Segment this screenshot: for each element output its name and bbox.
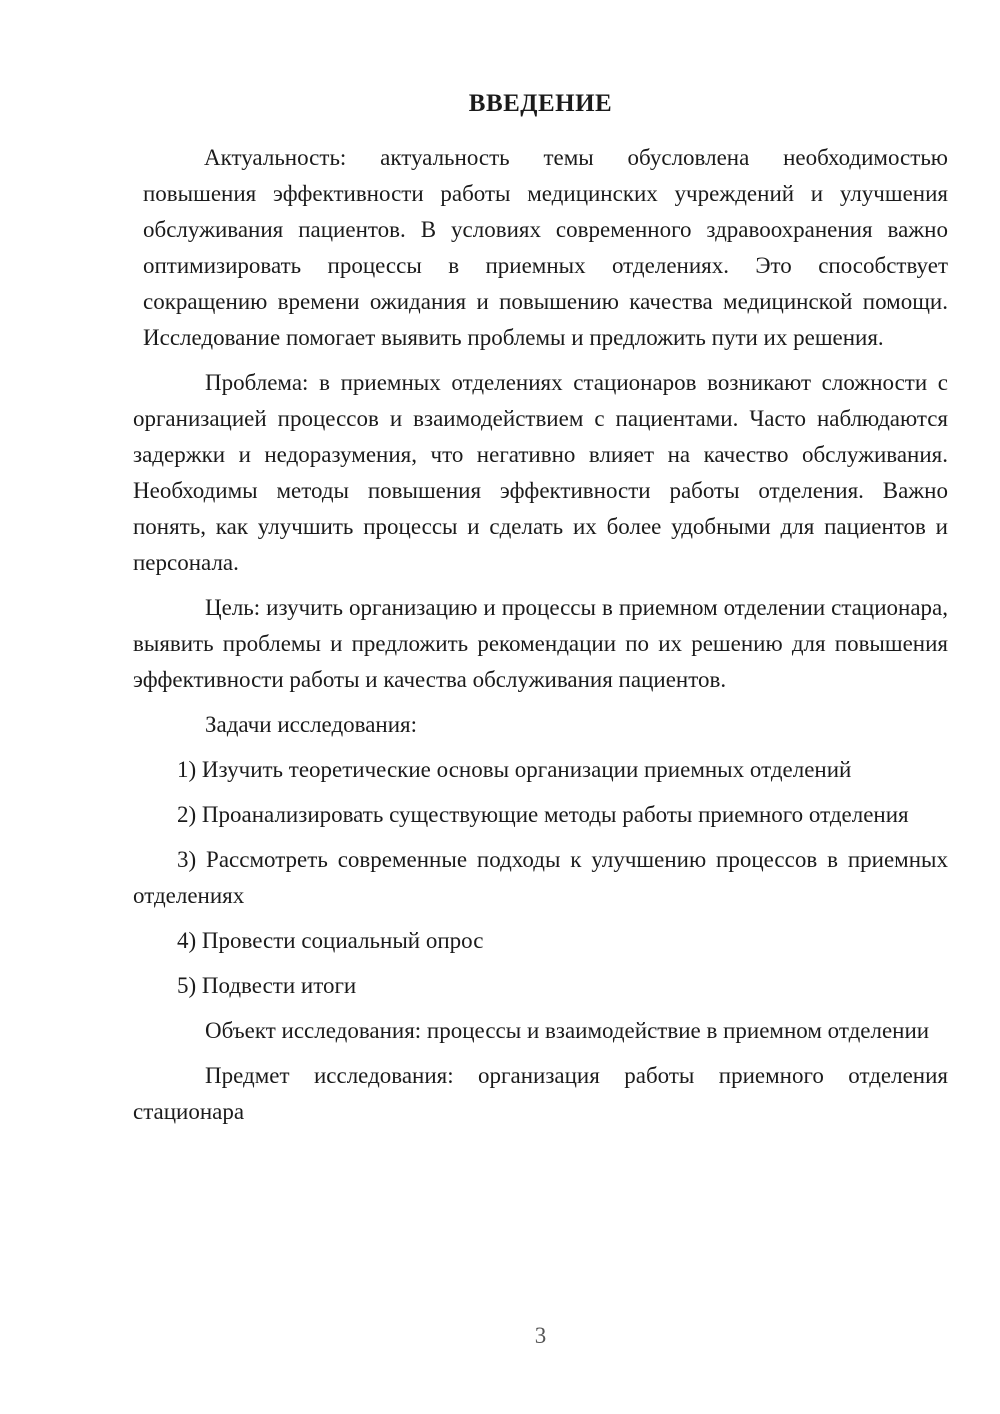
tasks-heading: Задачи исследования: — [205, 712, 418, 737]
task-item-3: 3) Рассмотреть современные подходы к улучшению процессов в приемных отделениях — [133, 847, 948, 908]
task-item-4: 4) Провести социальный опрос — [177, 928, 484, 953]
paragraph-object: Объект исследования: процессы и взаимодействие в приемном отделении — [205, 1018, 930, 1043]
page-number: 3 — [534, 1323, 547, 1348]
page-title: ВВЕДЕНИЕ — [468, 90, 613, 117]
paragraph-relevance: Актуальность: актуальность темы обусловлена необходимостью повышения эффективности работы медицинских учреждений и улучшения обслуживания пациентов. В условиях современного здравоохранения важно оптимизировать процессы в приемных отделениях. Это способствует сокращению времени ожидания и повышению качества медицинской помощи. Исследование помогает выявить проблемы и предложить пути их решения. — [143, 145, 948, 350]
paragraph-subject: Предмет исследования: организация работы приемного отделения стационара — [133, 1063, 948, 1124]
task-item-2: 2) Проанализировать существующие методы работы приемного отделения — [177, 802, 909, 827]
paragraph-goal: Цель: изучить организацию и процессы в приемном отделении стационара, выявить проблемы и предложить рекомендации по их решению для повышения эффективности работы и качества обслуживания пациентов. — [133, 595, 948, 692]
paragraph-problem: Проблема: в приемных отделениях стационаров возникают сложности с организацией процессов и взаимодействием с пациентами. Часто наблюдаются задержки и недоразумения, что негативно влияет на качество обслуживания. Необходимы методы повышения эффективности работы отделения. Важно понять, как улучшить процессы и сделать их более удобными для пациентов и персонала. — [133, 370, 948, 575]
task-item-1: 1) Изучить теоретические основы организации приемных отделений — [177, 757, 852, 782]
task-item-5: 5) Подвести итоги — [177, 973, 357, 998]
